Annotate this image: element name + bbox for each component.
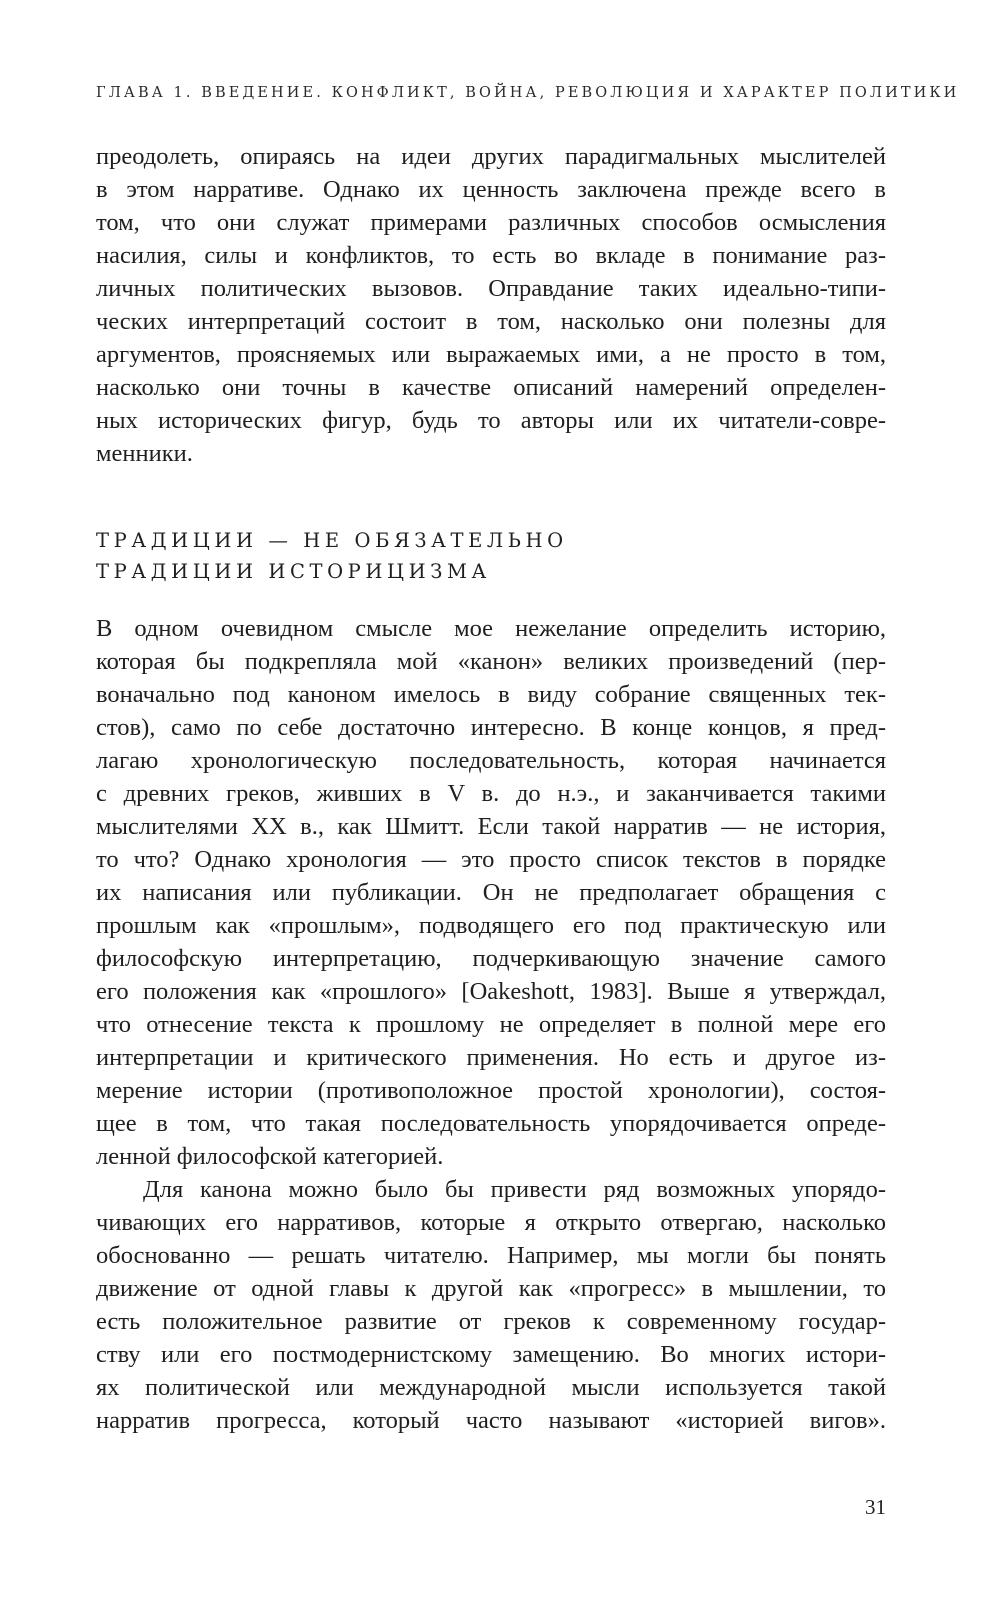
- text-line: интерпретации и критического применения. Но есть и другое из-: [96, 1044, 886, 1071]
- text-line: ческих интерпретаций состоит в том, насколько они полезны для: [96, 308, 886, 335]
- running-head: ГЛАВА 1. ВВЕДЕНИЕ. КОНФЛИКТ, ВОЙНА, РЕВОЛЮЦИЯ И ХАРАКТЕР ПОЛИТИКИ: [96, 85, 960, 101]
- section-heading: [96, 525, 886, 587]
- page-number: 31: [865, 1495, 886, 1519]
- text-line: с древних греков, живших в V в. до н.э., и заканчивается такими: [96, 780, 886, 807]
- text-line: личных политических вызовов. Оправдание таких идеально-типи-: [96, 275, 886, 302]
- text-line: менники.: [96, 440, 193, 467]
- paragraph-continued: [96, 140, 886, 470]
- text-line: стов), само по себе достаточно интересно. В конце концов, я пред-: [96, 714, 886, 741]
- text-line: мерение истории (противоположное простой хронологии), состоя-: [96, 1077, 886, 1104]
- text-line: философскую интерпретацию, подчеркивающую значение самого: [96, 945, 886, 972]
- text-line: в этом нарративе. Однако их ценность заключена прежде всего в: [96, 176, 886, 203]
- text-line: преодолеть, опираясь на идеи других парадигмальных мыслителей: [96, 143, 886, 170]
- text-line: нарратив прогресса, который часто называют «историей вигов».: [96, 1407, 886, 1434]
- text-line: ленной философской категорией.: [96, 1143, 444, 1170]
- text-line: Для канона можно было бы привести ряд возможных упорядо-: [143, 1176, 886, 1203]
- text-line: ству или его постмодернистскому замещению. Во многих истори-: [96, 1341, 886, 1368]
- text-line: обоснованно — решать читателю. Например, мы могли бы понять: [96, 1242, 886, 1269]
- paragraph: [96, 1173, 886, 1437]
- text-line: прошлым как «прошлым», подводящего его под практическую или: [96, 912, 886, 939]
- section-heading-line: ТРАДИЦИИ — НЕ ОБЯЗАТЕЛЬНО: [96, 529, 568, 552]
- text-line: их написания или публикации. Он не предполагает обращения с: [96, 879, 886, 906]
- text-line: воначально под каноном имелось в виду собрание священных тек-: [96, 681, 886, 708]
- text-line: что отнесение текста к прошлому не определяет в полной мере его: [96, 1011, 886, 1038]
- text-line: том, что они служат примерами различных способов осмысления: [96, 209, 886, 236]
- text-line: насилия, силы и конфликтов, то есть во вкладе в понимание раз-: [96, 242, 886, 269]
- text-line: есть положительное развитие от греков к современному государ-: [96, 1308, 886, 1335]
- paragraph: [96, 612, 886, 1173]
- text-line: аргументов, проясняемых или выражаемых ими, а не просто в том,: [96, 341, 886, 368]
- text-line: которая бы подкрепляла мой «канон» великих произведений (пер-: [96, 648, 886, 675]
- text-line: мыслителями XX в., как Шмитт. Если такой нарратив — не история,: [96, 813, 886, 840]
- text-line: то что? Однако хронология — это просто список текстов в порядке: [96, 846, 886, 873]
- text-line: движение от одной главы к другой как «прогресс» в мышлении, то: [96, 1275, 886, 1302]
- text-line: щее в том, что такая последовательность упорядочивается опреде-: [96, 1110, 886, 1137]
- text-line: ных исторических фигур, будь то авторы или их читатели-совре-: [96, 407, 886, 434]
- text-line: его положения как «прошлого» [Oakeshott, 1983]. Выше я утверждал,: [96, 978, 886, 1005]
- text-line: В одном очевидном смысле мое нежелание определить историю,: [96, 615, 886, 642]
- text-line: насколько они точны в качестве описаний намерений определен-: [96, 374, 886, 401]
- text-line: ях политической или международной мысли используется такой: [96, 1374, 886, 1401]
- text-line: лагаю хронологическую последовательность, которая начинается: [96, 747, 886, 774]
- text-line: чивающих его нарративов, которые я открыто отвергаю, насколько: [96, 1209, 886, 1236]
- section-heading-line: ТРАДИЦИИ ИСТОРИЦИЗМА: [96, 560, 491, 583]
